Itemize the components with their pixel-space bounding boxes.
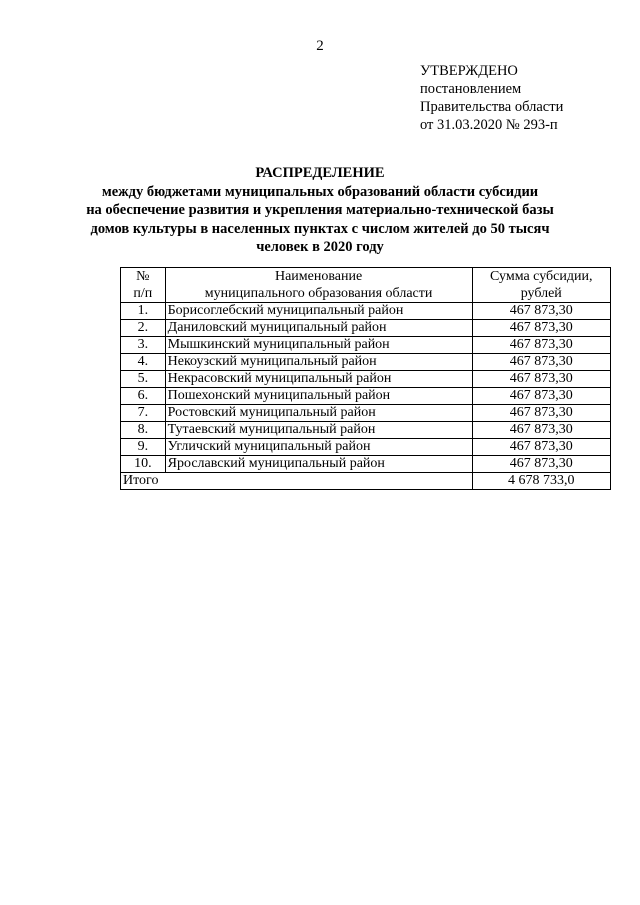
row-name: Ростовский муниципальный район	[165, 405, 472, 422]
header-sum-line: рублей	[520, 286, 562, 301]
table-row	[121, 422, 611, 439]
row-number: 5.	[121, 371, 166, 388]
distribution-table	[120, 267, 611, 490]
title-line: домов культуры в населенных пунктах с числом жителей до 50 тысяч	[90, 220, 550, 237]
header-sum	[472, 268, 610, 303]
row-sum: 467 873,30	[472, 371, 610, 388]
approval-stamp	[420, 62, 563, 134]
title-line: человек в 2020 году	[256, 239, 384, 255]
row-sum: 467 873,30	[472, 456, 610, 473]
row-sum: 467 873,30	[472, 354, 610, 371]
row-number: 4.	[121, 354, 166, 371]
row-number: 3.	[121, 337, 166, 354]
table-row	[121, 371, 611, 388]
row-number: 8.	[121, 422, 166, 439]
table-row	[121, 337, 611, 354]
table-row	[121, 303, 611, 320]
table-row	[121, 354, 611, 371]
title-line: на обеспечение развития и укрепления материально-технической базы	[86, 202, 554, 218]
row-name: Даниловский муниципальный район	[165, 320, 472, 337]
header-name-line: муниципального образования области	[204, 286, 433, 301]
header-sum-line: Сумма субсидии,	[490, 269, 593, 284]
header-number-line: п/п	[133, 286, 153, 301]
row-name: Ярославский муниципальный район	[165, 456, 472, 473]
row-number: 9.	[121, 439, 166, 456]
row-sum: 467 873,30	[472, 320, 610, 337]
row-name: Тутаевский муниципальный район	[165, 422, 472, 439]
title-line: между бюджетами муниципальных образований области субсидии	[101, 183, 539, 200]
table-total-row	[121, 473, 611, 490]
row-number: 1.	[121, 303, 166, 320]
document-title	[0, 164, 640, 257]
row-number: 10.	[121, 456, 166, 473]
total-label: Итого	[121, 473, 473, 490]
table-row	[121, 439, 611, 456]
table-row	[121, 456, 611, 473]
row-name: Пошехонский муниципальный район	[165, 388, 472, 405]
row-sum: 467 873,30	[472, 439, 610, 456]
approval-line: постановлением	[420, 81, 522, 97]
table-row	[121, 388, 611, 405]
row-name: Некрасовский муниципальный район	[165, 371, 472, 388]
approval-line: от 31.03.2020 № 293-п	[420, 117, 558, 133]
title-line: РАСПРЕДЕЛЕНИЕ	[255, 165, 385, 181]
row-number: 7.	[121, 405, 166, 422]
row-sum: 467 873,30	[472, 337, 610, 354]
row-number: 6.	[121, 388, 166, 405]
row-sum: 467 873,30	[472, 405, 610, 422]
header-number-line: №	[136, 269, 150, 284]
table-row	[121, 320, 611, 337]
row-sum: 467 873,30	[472, 388, 610, 405]
row-name: Мышкинский муниципальный район	[165, 337, 472, 354]
row-number: 2.	[121, 320, 166, 337]
row-name: Борисоглебский муниципальный район	[165, 303, 472, 320]
header-name-line: Наименование	[274, 269, 363, 284]
header-number	[121, 268, 166, 303]
approval-line: УТВЕРЖДЕНО	[420, 63, 518, 79]
header-name	[165, 268, 472, 303]
table-row	[121, 405, 611, 422]
row-name: Некоузский муниципальный район	[165, 354, 472, 371]
total-sum: 4 678 733,0	[472, 473, 610, 490]
table-header-row	[121, 268, 611, 303]
row-sum: 467 873,30	[472, 303, 610, 320]
page-number: 2	[316, 38, 324, 54]
row-name: Угличский муниципальный район	[165, 439, 472, 456]
row-sum: 467 873,30	[472, 422, 610, 439]
approval-line: Правительства области	[420, 99, 564, 115]
